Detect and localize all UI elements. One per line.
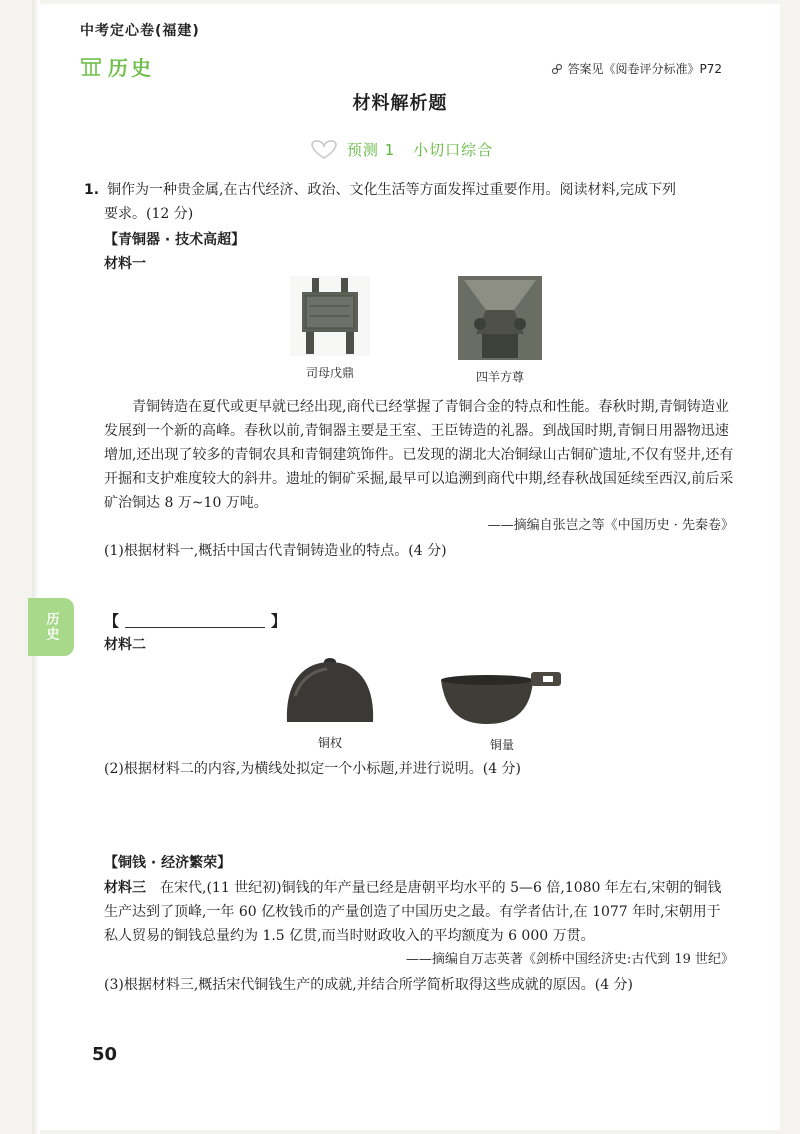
question-2: (2)根据材料二的内容,为横线处拟定一个小标题,并进行说明。(4 分) (104, 761, 522, 777)
figure-siyang-fangzun (452, 276, 548, 385)
figure-caption: 铜量 (489, 738, 514, 752)
subject-side-tab: 历史 (28, 598, 74, 656)
predict-label: 预测 1 (346, 140, 396, 159)
predict-heading (0, 138, 800, 160)
material3-block (104, 876, 734, 948)
material1-text: 青铜铸造在夏代或更早就已经出现,商代已经掌握了青铜合金的特点和性能。春秋时期,青铜铸造业发展到一个新的高峰。春秋以前,青铜器主要是王室、王臣铸造的礼器。到战国时期,青铜日用器物迅速增加,还出现了较多的青铜农具和青铜建筑饰件。已发现的湖北大冶铜绿山古铜矿遗址,不仅有竖井,还有开掘和支护难度较大的斜井。遗址的铜矿采掘,最早可以追溯到商代中期,经春秋战国延续至西汉,前后采矿治铜达 8 万~10 万吨。 (104, 399, 734, 511)
series-title: 中考定心卷(福建) (80, 23, 200, 39)
material3-label: 材料三 (104, 880, 146, 896)
material3-source: ——摘编自万志英著《剑桥中国经济史:古代到 19 世纪》 (405, 952, 734, 967)
section-title: 材料解析题 (352, 93, 448, 114)
bronze-ding-image (290, 276, 370, 356)
question-3: (3)根据材料三,概括宋代铜钱生产的成就,并结合所学简析取得这些成就的原因。(4 分) (104, 977, 634, 993)
question-1: (1)根据材料一,概括中国古代青铜铸造业的特点。(4 分) (104, 543, 447, 559)
figure-caption: 司母戊鼎 (305, 366, 354, 380)
bronze-zun-image (458, 276, 542, 360)
material2-heading-blank (104, 610, 286, 631)
bracket-close: 】 (271, 612, 287, 630)
figure-tong-quan (270, 656, 390, 751)
bronze-measure-image (437, 666, 567, 728)
figure-caption: 铜权 (317, 736, 342, 750)
page-number: 50 (92, 1044, 118, 1065)
predict-topic: 小切口综合 (413, 140, 494, 159)
question-intro-line2: 要求。(12 分) (104, 206, 194, 222)
material1-source: ——摘编自张岂之等《中国历史 · 先秦卷》 (487, 518, 734, 533)
subject-title: 历史 (108, 56, 154, 80)
subject-logo-icon (80, 56, 102, 78)
question-number: 1. (84, 182, 100, 198)
material3-text: 在宋代,(11 世纪初)铜钱的年产量已经是唐朝平均水平的 5—6 倍,1080 年左右,宋朝的铜钱生产达到了顶峰,一年 60 亿枚钱币的产量创造了中国历史之最。有学者估计,在 1077 年时,宋朝用于私人贸易的铜钱总量约为 1.5 亿贯,而当时财政收入的平均额度为 6 000 万贯。 (104, 880, 722, 944)
material3-heading: 【铜钱 · 经济繁荣】 (104, 855, 232, 871)
material2-label: 材料二 (104, 637, 146, 653)
figure-caption: 四羊方尊 (475, 370, 524, 384)
subject-mark (80, 52, 154, 81)
bracket-open: 【 (104, 612, 120, 630)
figure-tong-liang (432, 666, 572, 753)
heart-decoration-icon (307, 138, 341, 160)
question-intro (84, 178, 734, 226)
figure-simuwu-ding (282, 276, 378, 381)
material1-label: 材料一 (104, 256, 146, 272)
answer-reference-text: 答案见《阅卷评分标准》P72 (567, 62, 722, 76)
answer-blank-line[interactable] (125, 613, 265, 628)
material1-heading: 【青铜器 · 技术高超】 (104, 232, 246, 248)
bronze-weight-image (275, 656, 385, 726)
question-intro-line1: 铜作为一种贵金属,在古代经济、政治、文化生活等方面发挥过重要作用。阅读材料,完成下列 (107, 182, 676, 198)
answer-reference (551, 60, 722, 77)
link-icon (551, 63, 563, 75)
